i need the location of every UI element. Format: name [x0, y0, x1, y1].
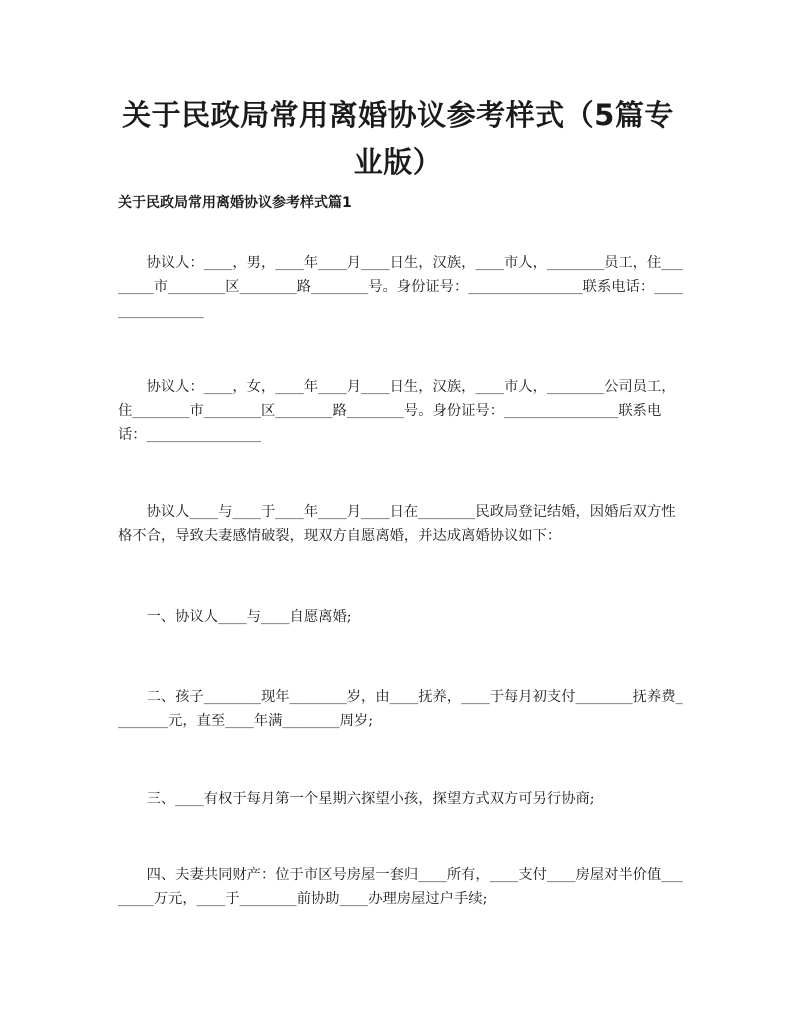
paragraph-clause-4: 四、夫妻共同财产：位于市区号房屋一套归____所有，____支付____房屋对半价值________万元，____于________前协助____办理房屋过户手续; [118, 867, 683, 907]
paragraph-clause-2: 二、孩子________现年________岁，由____抚养，____于每月初支付________抚养费________元，直至____年满________周岁; [118, 689, 683, 729]
paragraph-marriage-background: 协议人____与____于____年____月____日在________民政局登记结婚，因婚后双方性格不合，导致夫妻感情破裂，现双方自愿离婚，并达成离婚协议如下： [118, 504, 676, 544]
paragraph-clause-1: 一、协议人____与____自愿离婚; [146, 609, 352, 625]
paragraph-party-male: 协议人：____，男，____年____月____日生，汉族，____市人，________员工，住________市________区________路________号。身份证号：________________联系电话：________________ [118, 255, 683, 319]
paragraph-clause-3: 三、____有权于每月第一个星期六探望小孩，探望方式双方可另行协商; [146, 791, 595, 807]
section-heading: 关于民政局常用离婚协议参考样式篇1 [118, 195, 352, 211]
paragraph-party-female: 协议人：____，女，____年____月____日生，汉族，____市人，________公司员工，住________市________区________路________号。身份证号：________________联系电话：________________ [118, 379, 676, 443]
document-title: 关于民政局常用离婚协议参考样式（5篇专业版） [122, 98, 674, 179]
